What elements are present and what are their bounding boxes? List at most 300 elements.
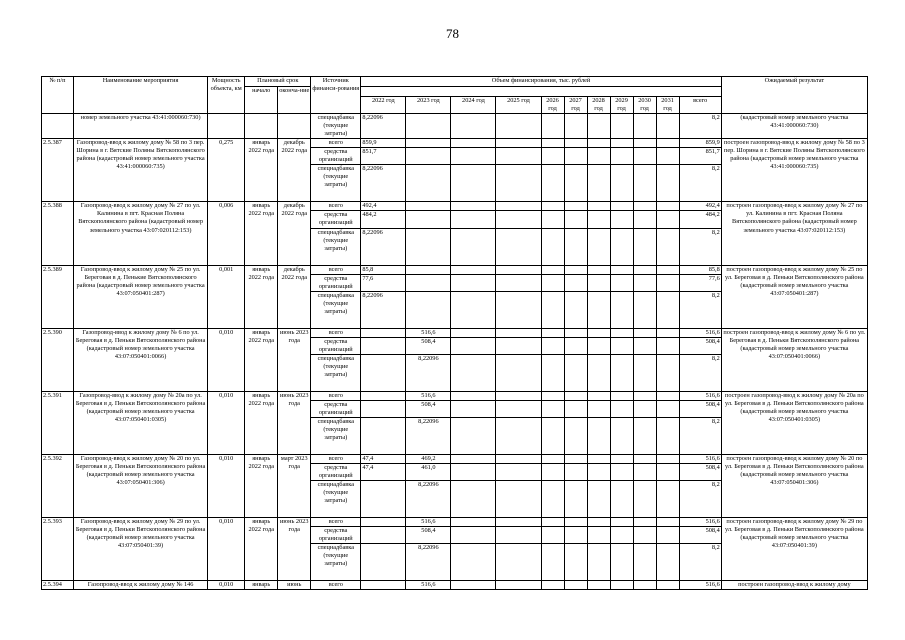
table-row bbox=[42, 114, 868, 139]
item-source: спецнадбавка (текущие затраты) bbox=[311, 291, 361, 328]
empty-year-cell bbox=[541, 165, 564, 202]
item-power: 0,006 bbox=[208, 202, 245, 265]
item-y2022: 47,4 bbox=[361, 463, 406, 480]
empty-year-cell bbox=[610, 274, 633, 291]
table-row bbox=[42, 454, 868, 463]
empty-year-cell bbox=[656, 139, 679, 148]
item-source: спецнадбавка (текущие затраты) bbox=[311, 544, 361, 581]
item-source: всего bbox=[311, 202, 361, 211]
header-plan-period: Плановый срок bbox=[245, 77, 311, 87]
empty-year-cell bbox=[633, 518, 656, 527]
header-name: Наименование мероприятия bbox=[74, 77, 208, 114]
header-total: всего bbox=[679, 97, 721, 114]
empty-year-cell bbox=[633, 265, 656, 274]
item-source: всего bbox=[311, 518, 361, 527]
item-y2023: 516,6 bbox=[406, 391, 451, 400]
empty-year-cell bbox=[541, 518, 564, 527]
item-source: средства организаций bbox=[311, 211, 361, 228]
item-power: 0,010 bbox=[208, 391, 245, 454]
empty-year-cell bbox=[564, 165, 587, 202]
item-total: 508,4 bbox=[679, 527, 721, 544]
empty-year-cell bbox=[656, 211, 679, 228]
empty-year-cell bbox=[541, 139, 564, 148]
item-y2022: 8,22096 bbox=[361, 228, 406, 265]
header-year: 2026 год bbox=[541, 97, 564, 114]
item-y2022: 484,2 bbox=[361, 211, 406, 228]
cont-source: спецнадбавка (текущие затраты) bbox=[311, 114, 361, 139]
empty-year-cell bbox=[633, 291, 656, 328]
empty-year-cell bbox=[564, 354, 587, 391]
table-row bbox=[42, 328, 868, 337]
empty-year-cell bbox=[541, 400, 564, 417]
empty-year-cell bbox=[656, 417, 679, 454]
table-row bbox=[42, 518, 868, 527]
cont-result: (кадастровый номер земельного участка 43:41:000060:730) bbox=[721, 114, 867, 139]
empty-year-cell bbox=[656, 581, 679, 590]
item-start: январь 2022 года bbox=[245, 391, 278, 454]
empty-year-cell bbox=[541, 291, 564, 328]
header-year: 2030 год bbox=[633, 97, 656, 114]
empty-year-cell bbox=[587, 544, 610, 581]
header-source: Источник финанси-рования bbox=[311, 77, 361, 114]
item-end: декабрь 2022 года bbox=[278, 139, 311, 202]
empty-year-cell bbox=[587, 391, 610, 400]
empty-year-cell bbox=[633, 274, 656, 291]
item-name: Газопровод-ввод к жилому дому № 25 по ул. Береговая в д. Пенькие Вятскополянского района (кадастровый номер земельного участка 43:07:050401:287) bbox=[74, 265, 208, 328]
item-number: 2.5.392 bbox=[42, 454, 74, 517]
item-result: построен газопровод-ввод к жилому дому № 6 по ул. Береговая в д. Пеньки Вятскополянского района (кадастровый номер земельного участка 43:07:050401:0066) bbox=[721, 328, 867, 391]
table-header bbox=[42, 77, 868, 114]
item-y2022: 8,22096 bbox=[361, 291, 406, 328]
empty-year-cell bbox=[587, 228, 610, 265]
empty-year-cell bbox=[496, 148, 541, 165]
empty-year-cell bbox=[610, 291, 633, 328]
item-source: всего bbox=[311, 391, 361, 400]
item-power: 0,001 bbox=[208, 265, 245, 328]
empty-year-cell bbox=[496, 463, 541, 480]
item-y2023 bbox=[406, 228, 451, 265]
item-end: июнь 2023 года bbox=[278, 518, 311, 581]
item-source: средства организаций bbox=[311, 148, 361, 165]
empty-year-cell bbox=[451, 400, 496, 417]
item-y2022 bbox=[361, 400, 406, 417]
empty-year-cell bbox=[610, 391, 633, 400]
empty-year-cell bbox=[656, 337, 679, 354]
empty-year-cell bbox=[564, 454, 587, 463]
empty-year-cell bbox=[656, 544, 679, 581]
item-y2023 bbox=[406, 139, 451, 148]
empty-year-cell bbox=[610, 354, 633, 391]
item-result: построен газопровод-ввод к жилому дому № 20а по ул. Береговая в д. Пеньки Вятскополянского района (кадастровый номер земельного участка 43:07:050401:0305) bbox=[721, 391, 867, 454]
empty-year-cell bbox=[656, 202, 679, 211]
empty-year-cell bbox=[587, 291, 610, 328]
item-y2023 bbox=[406, 211, 451, 228]
empty-year-cell bbox=[496, 274, 541, 291]
item-y2022: 492,4 bbox=[361, 202, 406, 211]
empty-year-cell bbox=[587, 265, 610, 274]
table-body bbox=[42, 114, 868, 590]
item-name: Газопровод-ввод к жилому дому № 27 по ул. Калинина в пгт. Красная Поляна Вятскополянского района (кадастровый номер земельного участка 43:07:020112:153) bbox=[74, 202, 208, 265]
item-y2022: 8,22096 bbox=[361, 165, 406, 202]
empty-year-cell bbox=[610, 463, 633, 480]
item-y2023: 8,22096 bbox=[406, 354, 451, 391]
empty-year-cell bbox=[496, 328, 541, 337]
empty-year-cell bbox=[451, 274, 496, 291]
empty-year-cell bbox=[633, 391, 656, 400]
empty-year-cell bbox=[610, 454, 633, 463]
empty-year-cell bbox=[610, 202, 633, 211]
empty-year-cell bbox=[633, 400, 656, 417]
item-source: всего bbox=[311, 139, 361, 148]
last-end: июнь bbox=[278, 581, 311, 590]
item-start: январь 2022 года bbox=[245, 265, 278, 328]
empty-year-cell bbox=[564, 148, 587, 165]
empty-year-cell bbox=[656, 291, 679, 328]
item-y2023: 8,22096 bbox=[406, 481, 451, 518]
empty-year-cell bbox=[610, 139, 633, 148]
empty-year-cell bbox=[587, 139, 610, 148]
empty-year-cell bbox=[496, 581, 541, 590]
empty-year-cell bbox=[541, 417, 564, 454]
empty-year-cell bbox=[541, 202, 564, 211]
empty-year-cell bbox=[587, 400, 610, 417]
last-source: всего bbox=[311, 581, 361, 590]
empty-year-cell bbox=[633, 454, 656, 463]
header-year: 2027 год bbox=[564, 97, 587, 114]
header-year: 2023 год bbox=[406, 97, 451, 114]
empty-year-cell bbox=[610, 328, 633, 337]
empty-year-cell bbox=[451, 337, 496, 354]
item-end: июнь 2023 года bbox=[278, 328, 311, 391]
empty-year-cell bbox=[633, 228, 656, 265]
item-end: декабрь 2022 года bbox=[278, 265, 311, 328]
item-source: всего bbox=[311, 454, 361, 463]
empty-year-cell bbox=[451, 291, 496, 328]
header-year: 2029 год bbox=[610, 97, 633, 114]
empty-year-cell bbox=[451, 228, 496, 265]
header-end: оконча-ние bbox=[278, 87, 311, 114]
empty-year-cell bbox=[451, 544, 496, 581]
empty-year-cell bbox=[541, 211, 564, 228]
empty-year-cell bbox=[587, 454, 610, 463]
empty-year-cell bbox=[496, 202, 541, 211]
header-year: 2028 год bbox=[587, 97, 610, 114]
item-source: средства организаций bbox=[311, 400, 361, 417]
empty-year-cell bbox=[496, 291, 541, 328]
empty-year-cell bbox=[564, 139, 587, 148]
empty-year-cell bbox=[541, 581, 564, 590]
empty-year-cell bbox=[564, 400, 587, 417]
empty-year-cell bbox=[451, 165, 496, 202]
item-name: Газопровод-ввод к жилому дому № 20а по ул. Береговая в д. Пеньки Вятскополянского района (кадастровый номер земельного участка 43:07:050401:0305) bbox=[74, 391, 208, 454]
item-y2022: 47,4 bbox=[361, 454, 406, 463]
empty-year-cell bbox=[496, 265, 541, 274]
empty-year-cell bbox=[564, 228, 587, 265]
table-row bbox=[42, 581, 868, 590]
item-y2022 bbox=[361, 337, 406, 354]
item-y2022 bbox=[361, 417, 406, 454]
item-total: 516,6 bbox=[679, 391, 721, 400]
item-total: 8,2 bbox=[679, 417, 721, 454]
item-y2023: 461,0 bbox=[406, 463, 451, 480]
empty-year-cell bbox=[564, 274, 587, 291]
empty-year-cell bbox=[587, 354, 610, 391]
empty-year-cell bbox=[587, 527, 610, 544]
empty-year-cell bbox=[633, 211, 656, 228]
empty-year-cell bbox=[610, 265, 633, 274]
item-name: Газопровод-ввод к жилому дому № 58 по 3 пер. Шорина в г. Вятские Поляны Вятскополянского района (кадастровый номер земельного участка 43:41:000060:735) bbox=[74, 139, 208, 202]
page-number: 78 bbox=[446, 26, 459, 41]
item-source: средства организаций bbox=[311, 463, 361, 480]
empty-year-cell bbox=[564, 211, 587, 228]
item-y2022 bbox=[361, 328, 406, 337]
table-row bbox=[42, 265, 868, 274]
empty-year-cell bbox=[541, 265, 564, 274]
item-total: 516,6 bbox=[679, 518, 721, 527]
empty-year-cell bbox=[451, 463, 496, 480]
empty-year-cell bbox=[541, 463, 564, 480]
item-y2023: 8,22096 bbox=[406, 544, 451, 581]
empty-year-cell bbox=[496, 337, 541, 354]
header-power: Мощность объекта, км bbox=[208, 77, 245, 114]
item-result: построен газопровод-ввод к жилому дому № 25 по ул. Береговая в д. Пеньки Вятскополянского района (кадастровый номер земельного участка 43:07:050401:287) bbox=[721, 265, 867, 328]
empty-year-cell bbox=[541, 274, 564, 291]
header-year: 2025 год bbox=[496, 97, 541, 114]
item-y2023: 508,4 bbox=[406, 400, 451, 417]
empty-year-cell bbox=[587, 274, 610, 291]
empty-year-cell bbox=[496, 391, 541, 400]
item-source: средства организаций bbox=[311, 527, 361, 544]
empty-year-cell bbox=[564, 337, 587, 354]
item-start: январь 2022 года bbox=[245, 139, 278, 202]
empty-year-cell bbox=[564, 391, 587, 400]
item-power: 0,010 bbox=[208, 518, 245, 581]
empty-year-cell bbox=[656, 228, 679, 265]
empty-year-cell bbox=[361, 581, 406, 590]
item-total: 508,4 bbox=[679, 463, 721, 480]
empty-year-cell bbox=[587, 337, 610, 354]
empty-year-cell bbox=[564, 581, 587, 590]
empty-year-cell bbox=[656, 265, 679, 274]
empty-year-cell bbox=[610, 148, 633, 165]
empty-year-cell bbox=[496, 211, 541, 228]
table-row bbox=[42, 202, 868, 211]
empty-year-cell bbox=[633, 481, 656, 518]
empty-year-cell bbox=[587, 202, 610, 211]
empty-year-cell bbox=[564, 265, 587, 274]
empty-year-cell bbox=[587, 463, 610, 480]
item-total: 508,4 bbox=[679, 400, 721, 417]
item-y2023: 516,6 bbox=[406, 518, 451, 527]
item-total: 516,6 bbox=[679, 454, 721, 463]
empty-year-cell bbox=[451, 148, 496, 165]
empty-year-cell bbox=[541, 228, 564, 265]
item-name: Газопровод-ввод к жилому дому № 29 по ул. Береговая в д. Пеньки Вятскополянского района (кадастровый номер земельного участка 43:07:050401:39) bbox=[74, 518, 208, 581]
item-start: январь 2022 года bbox=[245, 328, 278, 391]
empty-year-cell bbox=[633, 202, 656, 211]
empty-year-cell bbox=[451, 417, 496, 454]
item-power: 0,010 bbox=[208, 328, 245, 391]
item-y2023: 516,6 bbox=[406, 328, 451, 337]
empty-year-cell bbox=[633, 463, 656, 480]
item-total: 492,4 bbox=[679, 202, 721, 211]
item-number: 2.5.388 bbox=[42, 202, 74, 265]
item-end: декабрь 2022 года bbox=[278, 202, 311, 265]
item-total: 8,2 bbox=[679, 165, 721, 202]
item-number: 2.5.393 bbox=[42, 518, 74, 581]
item-number: 2.5.390 bbox=[42, 328, 74, 391]
empty-year-cell bbox=[496, 518, 541, 527]
empty-year-cell bbox=[633, 544, 656, 581]
empty-year-cell bbox=[633, 337, 656, 354]
empty-year-cell bbox=[610, 527, 633, 544]
empty-year-cell bbox=[633, 354, 656, 391]
item-name: Газопровод-ввод к жилому дому № 20 по ул. Береговая в д. Пеньки Вятскополянского района (кадастровый номер земельного участка 43:07:050401:306) bbox=[74, 454, 208, 517]
item-y2022 bbox=[361, 391, 406, 400]
header-year: 2024 год bbox=[451, 97, 496, 114]
empty-year-cell bbox=[610, 211, 633, 228]
item-number: 2.5.391 bbox=[42, 391, 74, 454]
header-result: Ожидаемый результат bbox=[721, 77, 867, 114]
empty-year-cell bbox=[496, 527, 541, 544]
empty-year-cell bbox=[633, 328, 656, 337]
empty-year-cell bbox=[610, 228, 633, 265]
empty-year-cell bbox=[541, 481, 564, 518]
empty-year-cell bbox=[451, 139, 496, 148]
item-total: 859,9 bbox=[679, 139, 721, 148]
empty-year-cell bbox=[564, 328, 587, 337]
empty-year-cell bbox=[633, 581, 656, 590]
item-y2022: 859,9 bbox=[361, 139, 406, 148]
empty-year-cell bbox=[587, 417, 610, 454]
item-end: март 2023 года bbox=[278, 454, 311, 517]
item-start: январь 2022 года bbox=[245, 454, 278, 517]
empty-year-cell bbox=[496, 139, 541, 148]
last-number: 2.5.394 bbox=[42, 581, 74, 590]
empty-year-cell bbox=[564, 481, 587, 518]
empty-year-cell bbox=[564, 518, 587, 527]
item-y2022 bbox=[361, 518, 406, 527]
table-row bbox=[42, 391, 868, 400]
empty-year-cell bbox=[496, 454, 541, 463]
item-power: 0,010 bbox=[208, 454, 245, 517]
header-volume: Объем финансирования, тыс. рублей bbox=[361, 77, 721, 87]
cont-y2022: 8,22096 bbox=[361, 114, 406, 139]
empty-year-cell bbox=[633, 527, 656, 544]
item-source: спецнадбавка (текущие затраты) bbox=[311, 417, 361, 454]
header-year: 2031 год bbox=[656, 97, 679, 114]
item-total: 8,2 bbox=[679, 228, 721, 265]
cont-name: номер земельного участка 43:41:000060:730) bbox=[74, 114, 208, 139]
empty-year-cell bbox=[610, 481, 633, 518]
header-num: № п/п bbox=[42, 77, 74, 114]
item-source: всего bbox=[311, 328, 361, 337]
empty-year-cell bbox=[656, 354, 679, 391]
empty-year-cell bbox=[610, 165, 633, 202]
empty-year-cell bbox=[564, 527, 587, 544]
empty-year-cell bbox=[633, 417, 656, 454]
empty-year-cell bbox=[587, 148, 610, 165]
item-source: спецнадбавка (текущие затраты) bbox=[311, 481, 361, 518]
item-total: 85,8 bbox=[679, 265, 721, 274]
item-y2022 bbox=[361, 527, 406, 544]
item-y2022: 77,6 bbox=[361, 274, 406, 291]
empty-year-cell bbox=[496, 481, 541, 518]
empty-year-cell bbox=[541, 544, 564, 581]
item-source: средства организаций bbox=[311, 337, 361, 354]
item-y2023 bbox=[406, 165, 451, 202]
empty-year-cell bbox=[610, 518, 633, 527]
empty-year-cell bbox=[541, 337, 564, 354]
empty-year-cell bbox=[656, 391, 679, 400]
empty-year-cell bbox=[633, 165, 656, 202]
empty-year-cell bbox=[656, 274, 679, 291]
item-y2023 bbox=[406, 265, 451, 274]
empty-year-cell bbox=[496, 544, 541, 581]
empty-year-cell bbox=[656, 454, 679, 463]
empty-year-cell bbox=[587, 165, 610, 202]
empty-year-cell bbox=[564, 463, 587, 480]
empty-year-cell bbox=[656, 400, 679, 417]
item-y2023: 508,4 bbox=[406, 527, 451, 544]
item-y2022 bbox=[361, 481, 406, 518]
last-name: Газопровод-ввод к жилому дому № 146 bbox=[74, 581, 208, 590]
item-y2023 bbox=[406, 291, 451, 328]
empty-year-cell bbox=[496, 165, 541, 202]
empty-year-cell bbox=[587, 481, 610, 518]
empty-year-cell bbox=[496, 228, 541, 265]
empty-year-cell bbox=[496, 400, 541, 417]
empty-year-cell bbox=[451, 454, 496, 463]
last-y2023: 516,6 bbox=[406, 581, 451, 590]
item-total: 484,2 bbox=[679, 211, 721, 228]
empty-year-cell bbox=[587, 581, 610, 590]
item-total: 8,2 bbox=[679, 481, 721, 518]
item-total: 8,2 bbox=[679, 354, 721, 391]
item-result: построен газопровод-ввод к жилому дому № 29 по ул. Береговая в д. Пеньки Вятскополянского района (кадастровый номер земельного участка 43:07:050401:39) bbox=[721, 518, 867, 581]
empty-year-cell bbox=[541, 391, 564, 400]
item-source: средства организаций bbox=[311, 274, 361, 291]
empty-year-cell bbox=[541, 148, 564, 165]
item-y2023: 469,2 bbox=[406, 454, 451, 463]
empty-year-cell bbox=[587, 518, 610, 527]
empty-year-cell bbox=[451, 354, 496, 391]
last-result: построен газопровод-ввод к жилому дому bbox=[721, 581, 867, 590]
empty-year-cell bbox=[587, 211, 610, 228]
last-total: 516,6 bbox=[679, 581, 721, 590]
empty-year-cell bbox=[564, 202, 587, 211]
empty-year-cell bbox=[610, 417, 633, 454]
empty-year-cell bbox=[656, 518, 679, 527]
item-power: 0,275 bbox=[208, 139, 245, 202]
item-end: июнь 2023 года bbox=[278, 391, 311, 454]
item-start: январь 2022 года bbox=[245, 518, 278, 581]
empty-year-cell bbox=[656, 328, 679, 337]
item-y2023 bbox=[406, 202, 451, 211]
empty-year-cell bbox=[564, 417, 587, 454]
empty-year-cell bbox=[451, 202, 496, 211]
empty-year-cell bbox=[541, 454, 564, 463]
table-row bbox=[42, 139, 868, 148]
header-year: 2022 год bbox=[361, 97, 406, 114]
item-source: спецнадбавка (текущие затраты) bbox=[311, 228, 361, 265]
item-start: январь 2022 года bbox=[245, 202, 278, 265]
empty-year-cell bbox=[656, 481, 679, 518]
item-y2023: 8,22096 bbox=[406, 417, 451, 454]
empty-year-cell bbox=[633, 139, 656, 148]
item-source: спецнадбавка (текущие затраты) bbox=[311, 354, 361, 391]
item-y2022 bbox=[361, 354, 406, 391]
